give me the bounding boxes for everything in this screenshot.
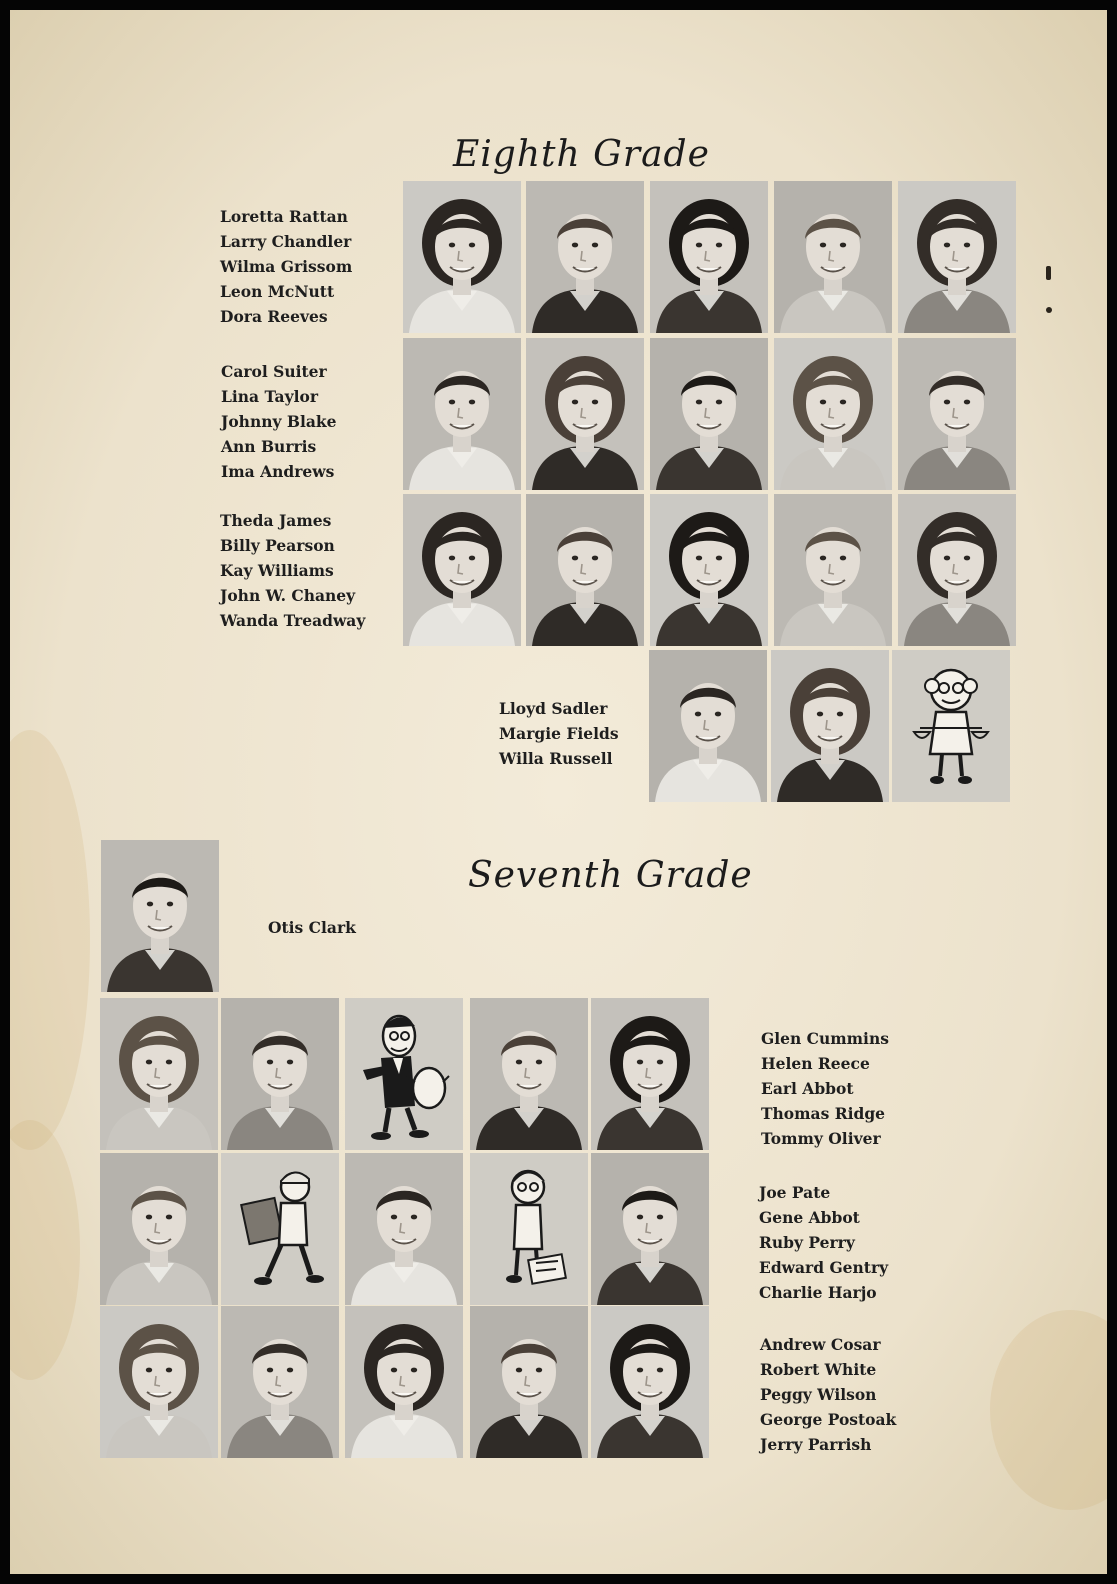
cartoon-girl-sign-icon: [470, 1153, 588, 1305]
student-portrait-photo: [591, 998, 709, 1150]
student-portrait-photo: [345, 1153, 463, 1305]
portrait-image: [526, 494, 644, 646]
portrait-image: [403, 181, 521, 333]
student-name: Earl Abbot: [761, 1079, 854, 1098]
portrait-image: [100, 1306, 218, 1458]
student-portrait-photo: [771, 650, 889, 802]
portrait-image: [898, 338, 1016, 490]
student-portrait-photo: [650, 338, 768, 490]
student-name: Peggy Wilson: [760, 1385, 877, 1404]
portrait-image: [650, 181, 768, 333]
eighth-grade-names-row-1: [220, 204, 352, 329]
portrait-image: [591, 1153, 709, 1305]
cartoon-drawing: [892, 650, 1010, 802]
student-portrait-photo: [591, 1153, 709, 1305]
cartoon-drawing: [221, 1153, 339, 1305]
seventh-grade-names-row-3: [760, 1332, 896, 1457]
student-portrait-photo: [526, 181, 644, 333]
student-name: Margie Fields: [499, 724, 619, 743]
student-name: Wilma Grissom: [220, 257, 353, 276]
student-portrait-photo: [100, 998, 218, 1150]
student-portrait-photo: [221, 1306, 339, 1458]
student-name: George Postoak: [760, 1410, 897, 1429]
portrait-image: [470, 1306, 588, 1458]
student-name: Lina Taylor: [221, 387, 318, 406]
student-portrait-photo: [650, 494, 768, 646]
portrait-image: [591, 1306, 709, 1458]
portrait-image: [774, 181, 892, 333]
seventh-grade-names-row-2: [759, 1180, 888, 1305]
student-portrait-photo: [403, 338, 521, 490]
seventh-grade-title: Seventh Grade: [468, 855, 753, 896]
student-portrait-photo: [898, 338, 1016, 490]
portrait-image: [101, 840, 219, 992]
cartoon-girl-scales-icon: [892, 650, 1010, 802]
student-portrait-photo: [221, 998, 339, 1150]
paper-stain: [990, 1310, 1107, 1510]
cartoon-drawing: [345, 998, 463, 1150]
student-name: Helen Reece: [761, 1054, 870, 1073]
paper-stain: [10, 730, 90, 1150]
student-name: Andrew Cosar: [760, 1335, 881, 1354]
student-portrait-photo: [898, 181, 1016, 333]
eighth-grade-title: Eighth Grade: [453, 134, 710, 175]
student-portrait-photo: [403, 181, 521, 333]
seventh-grade-names-row-1: [761, 1026, 889, 1151]
portrait-image: [774, 338, 892, 490]
student-name: Johnny Blake: [221, 412, 337, 431]
portrait-image: [470, 998, 588, 1150]
student-name: Willa Russell: [499, 749, 613, 768]
student-name: Ann Burris: [221, 437, 317, 456]
student-name: Carol Suiter: [221, 362, 327, 381]
student-name: Glen Cummins: [761, 1029, 889, 1048]
student-portrait-photo: [774, 338, 892, 490]
student-portrait-photo: [101, 840, 219, 992]
eighth-grade-names-row-3: [220, 508, 365, 633]
student-name: Dora Reeves: [220, 307, 328, 326]
cartoon-boy-backpack-icon: [221, 1153, 339, 1305]
student-portrait-photo: [470, 1306, 588, 1458]
portrait-image: [650, 494, 768, 646]
student-name: Wanda Treadway: [220, 611, 366, 630]
student-portrait-photo: [526, 338, 644, 490]
student-portrait-photo: [650, 181, 768, 333]
student-portrait-photo: [345, 1306, 463, 1458]
portrait-image: [345, 1153, 463, 1305]
portrait-image: [345, 1306, 463, 1458]
student-name: Ruby Perry: [759, 1233, 855, 1252]
portrait-image: [100, 998, 218, 1150]
paper-stain: [10, 1120, 80, 1380]
portrait-image: [526, 338, 644, 490]
portrait-image: [898, 494, 1016, 646]
student-name: Edward Gentry: [759, 1258, 889, 1277]
student-name: Tommy Oliver: [761, 1129, 881, 1148]
student-portrait-photo: [591, 1306, 709, 1458]
student-name: Billy Pearson: [220, 536, 335, 555]
student-name: John W. Chaney: [220, 586, 356, 605]
portrait-image: [403, 338, 521, 490]
student-portrait-photo: [403, 494, 521, 646]
student-portrait-photo: [100, 1306, 218, 1458]
student-name: Jerry Parrish: [760, 1435, 872, 1454]
student-portrait-photo: [526, 494, 644, 646]
portrait-image: [649, 650, 767, 802]
student-name: Loretta Rattan: [220, 207, 348, 226]
cartoon-drawing: [470, 1153, 588, 1305]
ink-dot: [1046, 307, 1052, 313]
student-name: Thomas Ridge: [761, 1104, 886, 1123]
portrait-image: [100, 1153, 218, 1305]
student-name-otis-clark: Otis Clark: [268, 918, 356, 937]
student-portrait-photo: [470, 998, 588, 1150]
eighth-grade-names-row-2: [221, 359, 337, 484]
portrait-image: [591, 998, 709, 1150]
student-name: Robert White: [760, 1360, 877, 1379]
portrait-image: [774, 494, 892, 646]
student-name: Charlie Harjo: [759, 1283, 877, 1302]
portrait-image: [650, 338, 768, 490]
student-portrait-photo: [649, 650, 767, 802]
student-name: Kay Williams: [220, 561, 334, 580]
student-name: Leon McNutt: [220, 282, 335, 301]
eighth-grade-names-row-4: [499, 696, 619, 771]
portrait-image: [221, 998, 339, 1150]
portrait-image: [898, 181, 1016, 333]
student-portrait-photo: [774, 181, 892, 333]
student-name: Lloyd Sadler: [499, 699, 608, 718]
ink-mark: [1046, 266, 1051, 280]
student-portrait-photo: [774, 494, 892, 646]
student-name: Larry Chandler: [220, 232, 352, 251]
portrait-image: [221, 1306, 339, 1458]
student-name: Theda James: [220, 511, 332, 530]
portrait-image: [771, 650, 889, 802]
student-name: Gene Abbot: [759, 1208, 860, 1227]
student-portrait-photo: [100, 1153, 218, 1305]
yearbook-page: [10, 10, 1107, 1574]
portrait-image: [403, 494, 521, 646]
cartoon-man-trophy-icon: [345, 998, 463, 1150]
student-name: Joe Pate: [759, 1183, 831, 1202]
student-name: Ima Andrews: [221, 462, 335, 481]
student-portrait-photo: [898, 494, 1016, 646]
portrait-image: [526, 181, 644, 333]
